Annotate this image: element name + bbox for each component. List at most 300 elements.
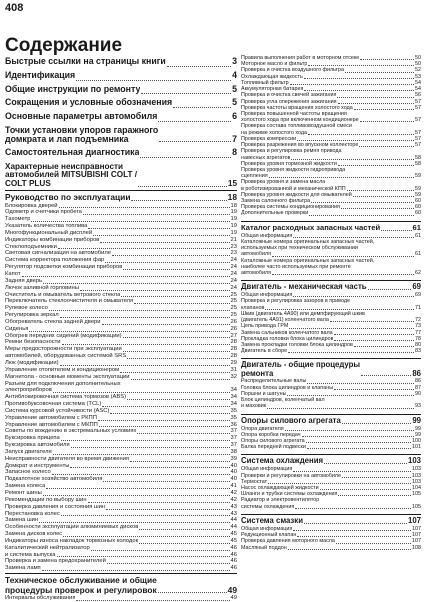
entry-label: Головка блока цилиндров и клапаны (241, 384, 334, 391)
leader-dots (60, 317, 230, 318)
page-ref: 18 (230, 202, 237, 209)
toc-entry[interactable] (5, 381, 237, 388)
entry-label: Прокладка головки блока цилиндров (241, 335, 334, 342)
toc-entry[interactable] (5, 285, 237, 292)
page-ref: 23 (230, 250, 237, 257)
toc-entry[interactable] (5, 326, 237, 333)
leader-dots (268, 483, 411, 484)
entry-label: Стеклоподъемники (5, 243, 57, 250)
page-ref: 19 (230, 216, 237, 223)
leader-dots (361, 375, 411, 376)
leader-dots (265, 309, 414, 310)
entry-label: Проверка и очистка воздушного фильтра (241, 67, 345, 74)
toc-entry[interactable] (5, 374, 237, 381)
page-ref: 57 (415, 142, 421, 149)
leader-dots (293, 237, 414, 238)
toc-entry[interactable] (5, 531, 237, 538)
entry-label: Проверка уровня жидкости гидропривода (241, 166, 346, 173)
page-ref: 24 (230, 257, 237, 264)
leader-dots (39, 522, 229, 523)
leader-dots (123, 351, 230, 352)
page-ref: 31 (230, 366, 237, 373)
leader-dots (140, 157, 231, 158)
entry-label: Сокращения и условные обозначения (5, 97, 173, 108)
page-ref: 5 (232, 97, 237, 108)
entry-label: автомобиля (241, 251, 272, 258)
section-divider (5, 190, 237, 191)
engine-general-items-list (241, 378, 421, 409)
entry-label: Указатель количества топлива (5, 223, 88, 230)
entry-label: электроприборов (5, 387, 52, 394)
section-mounts[interactable] (241, 416, 421, 426)
leader-dots (141, 93, 231, 94)
leader-dots (63, 536, 229, 537)
page-ref: 69 (412, 282, 421, 292)
leader-dots (341, 208, 414, 209)
leader-dots (334, 334, 414, 335)
entry-label: Индикаторы износа накладок тормозных колодок (5, 537, 139, 544)
toc-entry[interactable] (5, 387, 237, 394)
entry-label: Интервалы обслуживания (5, 595, 76, 602)
toc-entry[interactable] (5, 422, 237, 429)
section-self-diagnostics[interactable] (5, 146, 237, 160)
page-ref: 8 (232, 146, 237, 157)
toc-entry[interactable] (5, 203, 237, 210)
toc-entry[interactable] (5, 346, 237, 353)
leader-dots (308, 134, 414, 135)
right-column (241, 55, 421, 551)
page-ref: 90 (415, 390, 421, 397)
page-ref: 53 (415, 73, 421, 80)
leader-dots (359, 146, 414, 147)
leader-dots (167, 66, 231, 67)
entry-label: Моторное масло и фильтр (241, 61, 308, 68)
leader-dots (42, 570, 230, 571)
leader-dots (62, 344, 230, 345)
page-ref: 3 (232, 56, 237, 66)
toc-entry[interactable] (5, 250, 237, 257)
entry-label: Каталожные номера оригинальных запасных частей, (241, 257, 375, 264)
page-ref: 26 (230, 318, 237, 325)
leader-dots (173, 107, 231, 108)
toc-entry[interactable] (5, 449, 237, 456)
leader-dots (347, 190, 414, 191)
entry-label: Блокировка дверей (5, 202, 58, 209)
toc-entry[interactable] (5, 469, 237, 476)
section-catalog[interactable] (241, 223, 421, 233)
page-ref: 49 (230, 595, 237, 602)
toc-entry[interactable] (5, 408, 237, 415)
page-ref: 86 (415, 378, 421, 385)
page-ref: 101 (412, 444, 421, 451)
leader-dots (158, 592, 227, 593)
leader-dots (123, 269, 229, 270)
toc-entry[interactable] (5, 524, 237, 531)
toc-entry[interactable] (5, 552, 237, 559)
leader-dots (297, 140, 414, 141)
section-maintenance[interactable] (5, 575, 237, 595)
page-ref: 57 (415, 104, 421, 111)
section-jack-points[interactable] (5, 126, 237, 144)
section-divider (241, 414, 421, 415)
section-engine-mech[interactable] (241, 282, 421, 292)
entry-label: Блок цилиндров, коленчатый вал (241, 397, 325, 404)
page-ref: 61 (412, 222, 421, 232)
page-ref: 40 (230, 462, 237, 469)
page-ref: 60 (415, 198, 421, 205)
leader-dots (61, 440, 230, 441)
entry-label: Основные параметры автомобиля (5, 111, 158, 122)
page-ref: 19 (230, 223, 237, 230)
section-label: Руководство по эксплуатации (5, 191, 131, 202)
entry-label: Подкапотное хозяйство автомобиля (5, 476, 103, 483)
entry-label: Обогреватель стекла задней двери (5, 318, 101, 325)
entry-label: Проверка уровня и замена масла (241, 179, 326, 186)
entry-label: Охлаждающая жидкость (241, 73, 303, 80)
toc-entry[interactable] (5, 517, 237, 524)
section-manual[interactable] (5, 192, 237, 203)
entry-label: Перестановка колес (5, 510, 60, 517)
leader-dots (309, 215, 414, 216)
entry-label: Проверка частоты вращения холостого хода (241, 104, 353, 111)
page-ref: 59 (415, 173, 421, 180)
page-ref: 5 (232, 83, 237, 94)
toc-section[interactable] (5, 96, 237, 110)
toc-entry[interactable] (5, 463, 237, 470)
toc-section[interactable] (5, 83, 237, 97)
entry-label: Идентификация (5, 69, 76, 80)
section-divider (5, 573, 237, 574)
page-ref: 103 (407, 456, 421, 466)
leader-dots (342, 477, 411, 478)
toc-section[interactable] (5, 110, 237, 124)
toc-entry[interactable] (5, 209, 237, 216)
page-ref: 4 (232, 69, 237, 80)
toc-entry[interactable] (5, 476, 237, 483)
toc-entry[interactable] (5, 271, 237, 278)
toc-entry[interactable] (5, 497, 237, 504)
leader-dots (83, 214, 230, 215)
entry-label: Запуск двигателя (5, 448, 52, 455)
entry-label: Домкрат и инструменты (5, 462, 70, 469)
page-ref: 19 (230, 229, 237, 236)
toc-entry[interactable] (5, 319, 237, 326)
leader-dots (272, 274, 414, 275)
leader-dots (123, 337, 230, 338)
page-ref: 24 (230, 271, 237, 277)
toc-entry[interactable] (5, 292, 237, 299)
leader-dots (105, 262, 229, 263)
leader-dots (102, 324, 230, 325)
page-ref: 27 (230, 332, 237, 339)
toc-entry[interactable] (5, 244, 237, 251)
entry-label: Неисправности двигателя во время движения (5, 455, 130, 462)
leader-dots (91, 550, 230, 551)
toc-entry[interactable] (5, 401, 237, 408)
entry-label: Балка передней подвески (241, 444, 306, 451)
entry-label: (двигатель 4A91) коленчатого вала (241, 317, 329, 324)
leader-dots (320, 489, 411, 490)
leader-dots (71, 447, 230, 448)
leader-dots (360, 121, 414, 122)
entry-label: Насос охлаждающей жидкости (241, 485, 319, 492)
page-ref: 59 (415, 191, 421, 198)
leader-dots (342, 423, 411, 424)
toc-entry[interactable] (5, 223, 237, 230)
toc-entry[interactable] (5, 435, 237, 442)
entry-label: Радиатор и электровентилятор (241, 497, 320, 504)
toc-entry[interactable] (5, 504, 237, 511)
leader-dots (345, 72, 414, 73)
leader-dots (289, 328, 414, 329)
entry-label: Проверка давления моторного масла (241, 538, 335, 545)
entry-label: Двигатель в сборе (241, 348, 288, 355)
page-ref: 46 (230, 565, 237, 572)
page-ref: 77 (415, 329, 421, 336)
page-ref: 54 (415, 79, 421, 86)
page-ref: 62 (415, 270, 421, 276)
leader-dots (138, 186, 227, 187)
leader-dots (130, 461, 229, 462)
page-ref: 99 (415, 431, 421, 438)
entry-label: на режиме холостого хода (241, 129, 308, 136)
page-ref: 50 (415, 61, 421, 68)
toc-entry[interactable] (5, 456, 237, 463)
leader-dots (308, 65, 414, 66)
page-ref: 99 (412, 415, 421, 425)
toc-entry[interactable] (5, 278, 237, 285)
toc-entry[interactable] (5, 298, 237, 305)
toc-entry[interactable] (5, 230, 237, 237)
toc-entry[interactable] (5, 237, 237, 244)
section-faults[interactable] (5, 163, 237, 189)
section-divider (241, 514, 421, 515)
page-ref: 100 (412, 437, 421, 444)
page-ref: 59 (415, 185, 421, 192)
leader-dots (99, 426, 230, 427)
toc-entry[interactable] (5, 264, 237, 271)
toc-entry[interactable] (5, 353, 237, 360)
entry-label: и маховик (241, 403, 267, 410)
toc-entry[interactable] (5, 538, 237, 545)
entry-label: Капот (5, 271, 21, 277)
toc-entry[interactable] (5, 339, 237, 346)
leader-dots (53, 454, 230, 455)
entry-label: Проверка давления и состояния шин (5, 503, 106, 510)
leader-dots (59, 207, 230, 208)
section-cooling[interactable] (241, 456, 421, 466)
toc-entry[interactable] (5, 360, 237, 367)
entry-label: Особенности эксплуатации алюминиевых дисков (5, 524, 139, 531)
page-ref: 103 (412, 466, 421, 473)
leader-dots (336, 543, 411, 544)
entry-label: Запасное колесо (5, 469, 51, 476)
entry-label: Управление автомобилем с РКПП (5, 414, 97, 421)
page-number: 408 (5, 2, 24, 14)
leader-dots (293, 471, 411, 472)
leader-dots (307, 448, 411, 449)
toc-entry[interactable] (5, 333, 237, 340)
page-ref: 45 (230, 537, 237, 544)
page-ref: 46 (230, 558, 237, 565)
entry-label: Замена колеса (5, 483, 46, 490)
leader-dots (287, 395, 414, 396)
page-ref: 34 (230, 387, 237, 394)
leader-dots (106, 509, 229, 510)
lubrication-items-list (241, 526, 421, 551)
entry-label: Регулировка зеркал (5, 312, 59, 319)
toc-entry[interactable] (5, 565, 237, 572)
entry-label: Проверка уровня тормозной жидкости (241, 160, 337, 167)
entry-label: Система курсовой устойчивости (ASC) (5, 407, 110, 414)
leader-dots (139, 529, 229, 530)
leader-dots (120, 372, 229, 373)
leader-dots (22, 276, 230, 277)
toc-entry[interactable] (5, 312, 237, 319)
page-ref: 44 (230, 517, 237, 524)
leader-dots (354, 346, 414, 347)
section-divider (241, 454, 421, 455)
entry-label: Световая сигнализация на автомобиле (5, 250, 111, 257)
leader-dots (293, 530, 411, 531)
leader-dots (76, 600, 229, 601)
page-ref: 37 (230, 442, 237, 449)
page-ref: 49 (227, 585, 237, 596)
section-label: Опоры силового агрегата (241, 415, 341, 425)
leader-dots (61, 515, 230, 516)
leader-dots (46, 488, 229, 489)
toc-entry[interactable] (5, 595, 237, 602)
leader-dots (354, 109, 414, 110)
page-ref: 57 (415, 98, 421, 105)
leader-dots (134, 303, 229, 304)
leader-dots (102, 406, 229, 407)
toc-entry[interactable] (5, 490, 237, 497)
page-ref: 71 (415, 304, 421, 311)
page-ref: 26 (230, 325, 237, 332)
page-ref: 57 (415, 117, 421, 124)
section-line: процедуры проверок и регулировок (5, 585, 157, 596)
section-line: Точки установки упоров гаражного (5, 125, 159, 135)
toc-entry[interactable] (5, 442, 237, 449)
page-ref: 107 (412, 525, 421, 532)
entry-label: Система корректора положения фар (5, 257, 105, 264)
entry-label: Проверка угла опережения зажигания (241, 98, 337, 105)
entry-label: холостого хода при включенном кондиционере (241, 117, 359, 124)
page-ref: 40 (230, 469, 237, 476)
entry-label: Одометр и счетчики пробега (5, 209, 82, 216)
toc-entry[interactable] (5, 545, 237, 552)
section-label: Система охлаждения (241, 456, 324, 466)
page-ref: 23 (230, 243, 237, 250)
page-ref: 40 (230, 476, 237, 483)
page-ref: 69 (415, 292, 421, 299)
leader-dots (338, 495, 411, 496)
toc-entry[interactable] (5, 428, 237, 435)
page-ref: 39 (230, 455, 237, 462)
entry-label: Обогрев передних сидений (модификации) (5, 332, 122, 339)
section-lubrication[interactable] (241, 516, 421, 526)
entry-label: Шкив (двигатель 4A90) или демпфирующий шкив (241, 310, 365, 317)
toc-entry[interactable] (5, 305, 237, 312)
entry-label: Проверка и очистка свечей зажигания (241, 92, 337, 99)
leader-dots (290, 84, 414, 85)
leader-dots (334, 389, 414, 390)
page-ref: 104 (412, 485, 421, 492)
leader-dots (88, 228, 229, 229)
toc-entry[interactable] (5, 216, 237, 223)
section-line: домкрата и лап подъемника (5, 133, 129, 144)
entry-label: Термостат (241, 478, 268, 485)
toc-entry[interactable] (5, 394, 237, 401)
entry-label: Многофункциональный дисплей (5, 229, 93, 236)
entry-label: Замена ламп (5, 565, 41, 572)
entry-label: Буксировка автомобиля (5, 442, 70, 449)
toc-entry[interactable] (5, 257, 237, 264)
leader-dots (98, 420, 230, 421)
page-ref: 21 (230, 236, 237, 243)
section-divider (241, 358, 421, 359)
toc-section[interactable] (5, 55, 237, 69)
toc-section[interactable] (5, 69, 237, 83)
toc-entry[interactable] (241, 545, 421, 551)
page-ref: 103 (412, 472, 421, 479)
page-ref: 58 (415, 160, 421, 167)
leader-dots (100, 242, 229, 243)
page-ref: 58 (415, 154, 421, 161)
leader-dots (311, 202, 414, 203)
entry-label: Замена шин (5, 517, 39, 524)
entry-label: Регулятор подсветки комбинации приборов (5, 264, 123, 271)
page-ref: 19 (230, 209, 237, 216)
leader-dots (121, 296, 229, 297)
leader-dots (288, 549, 411, 550)
section-engine-general[interactable] (241, 360, 421, 378)
toc-entry[interactable] (5, 483, 237, 490)
toc-entry[interactable] (5, 367, 237, 374)
leader-dots (57, 556, 230, 557)
leader-dots (49, 310, 230, 311)
entry-label: Ремни безопасности (5, 339, 61, 346)
page-ref: 43 (230, 503, 237, 510)
toc-entry[interactable] (5, 511, 237, 518)
leader-dots (334, 340, 414, 341)
page-ref: 42 (230, 496, 237, 503)
page-ref: 28 (230, 339, 237, 346)
entry-label: Проверка разрежения во впускном коллекторе (241, 142, 359, 149)
entry-label: Опора двигателя (241, 425, 284, 432)
entry-label: Проверки и регулировки на автомобиле (241, 472, 342, 479)
leader-dots (58, 248, 230, 249)
page-ref: 73 (415, 323, 421, 330)
page-ref: 99 (415, 425, 421, 432)
leader-dots (93, 235, 229, 236)
leader-dots (158, 121, 231, 122)
toc-entry[interactable] (5, 558, 237, 565)
mounts-items-list (241, 426, 421, 451)
leader-dots (307, 383, 414, 384)
manual-items-list (5, 203, 237, 573)
entry-label: Буксировка прицепа (5, 435, 60, 442)
page-ref: 25 (230, 312, 237, 319)
page-ref: 34 (230, 394, 237, 401)
entry-label: Правила выполнения работ в моторном отсеке (241, 55, 360, 61)
leader-dots (304, 90, 414, 91)
catalog-items-list (241, 233, 421, 277)
section-line: Характерные неисправности (5, 162, 124, 171)
page-ref: 105 (412, 503, 421, 510)
toc-entry[interactable] (5, 415, 237, 422)
